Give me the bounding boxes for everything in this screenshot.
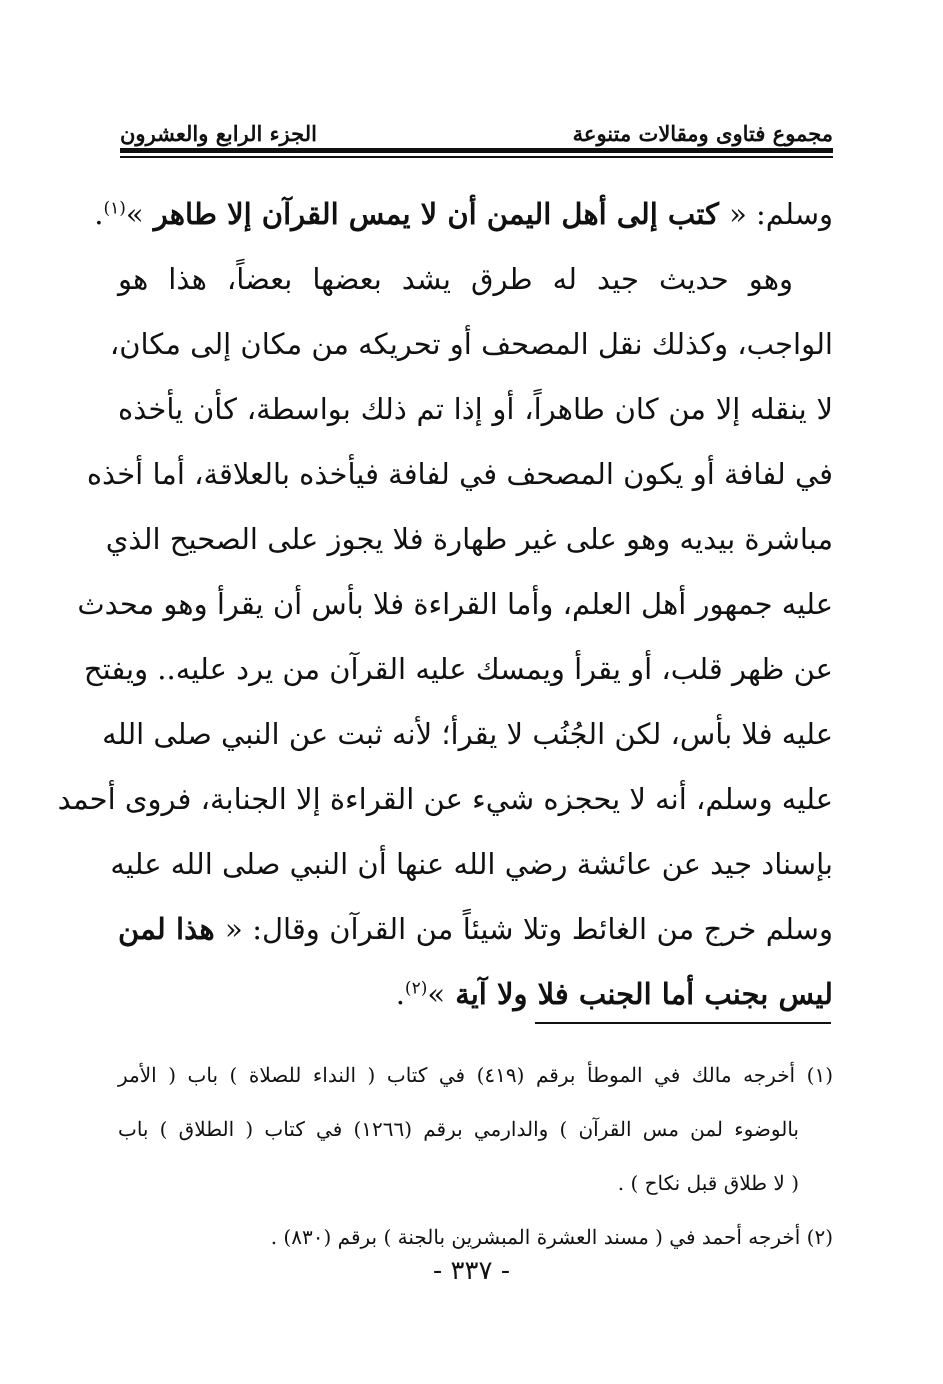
text-line: مباشرة بيديه وهو على غير طهارة فلا يجوز على الصحيح الذي xyxy=(105,522,833,556)
main-text xyxy=(57,182,833,1027)
text-line: وسلم خرج من الغائط وتلا شيئاً من القرآن وقال: « هذا لمن xyxy=(118,912,833,946)
page-number: - ٣٣٧ - xyxy=(432,1256,511,1286)
footnote-line: (١) أخرجه مالك في الموطأ برقم (٤١٩) في كتاب ( النداء للصلاة ) باب ( الأمر xyxy=(118,1063,834,1087)
text-line: بإسناد جيد عن عائشة رضي الله عنها أن النبي صلى الله عليه xyxy=(110,847,833,881)
running-header xyxy=(120,106,833,146)
text-line: في لفافة أو يكون المصحف في لفافة فيأخذه بالعلاقة، أما أخذه xyxy=(86,457,833,491)
hadith-quote: كتب إلى أهل اليمن أن لا يمس القرآن إلا طاهر xyxy=(143,197,730,231)
text-line: عن ظهر قلب، أو يقرأ ويمسك عليه القرآن من يرد عليه.. ويفتح xyxy=(83,652,833,686)
footnote-line: ( لا طلاق قبل نكاح ) . xyxy=(617,1171,799,1195)
footnotes xyxy=(118,1048,833,1264)
hadith-quote: هذا لمن xyxy=(118,912,225,946)
text-line: وسلم: « كتب إلى أهل اليمن أن لا يمس القرآن إلا طاهر »$^{(١)}$. xyxy=(94,197,833,231)
footnote-line: (٢) أخرجه أحمد في ( مسند العشرة المبشرين بالجنة ) برقم (٨٣٠) . xyxy=(270,1225,833,1249)
footnote-separator xyxy=(535,1022,831,1024)
text-line: عليه جمهور أهل العلم، وأما القراءة فلا بأس أن يقرأ وهو محدث xyxy=(77,587,833,621)
footnote-line: بالوضوء لمن مس القرآن ) والدارمي برقم (١٢٦٦) في كتاب ( الطلاق ) باب xyxy=(118,1117,799,1141)
footnote-ref: (١) xyxy=(103,198,126,219)
footnote-ref: (٢) xyxy=(404,978,428,999)
header-volume-title: الجزء الرابع والعشرون xyxy=(120,121,317,146)
header-collection-title: مجموع فتاوى ومقالات متنوعة xyxy=(572,121,833,146)
header-rule-thick xyxy=(120,148,833,153)
text-line: الواجب، وكذلك نقل المصحف أو تحريكه من مكان إلى مكان، xyxy=(109,327,833,361)
text-line: عليه وسلم، أنه لا يحجزه شيء عن القراءة إلا الجنابة، فروى أحمد xyxy=(57,782,833,816)
hadith-quote: ليس بجنب أما الجنب فلا ولا آية xyxy=(445,977,833,1011)
text-line: ليس بجنب أما الجنب فلا ولا آية »$^{(٢)}$. xyxy=(395,977,833,1011)
header-rule-thin xyxy=(120,156,833,158)
text-line: لا ينقله إلا من كان طاهراً، أو إذا تم ذلك بواسطة، كأن يأخذه xyxy=(118,392,833,426)
text-line: وهو حديث جيد له طرق يشد بعضها بعضاً، هذا هو xyxy=(118,262,793,296)
text-line: عليه فلا بأس، لكن الجُنُب لا يقرأ؛ لأنه ثبت عن النبي صلى الله xyxy=(102,717,833,751)
